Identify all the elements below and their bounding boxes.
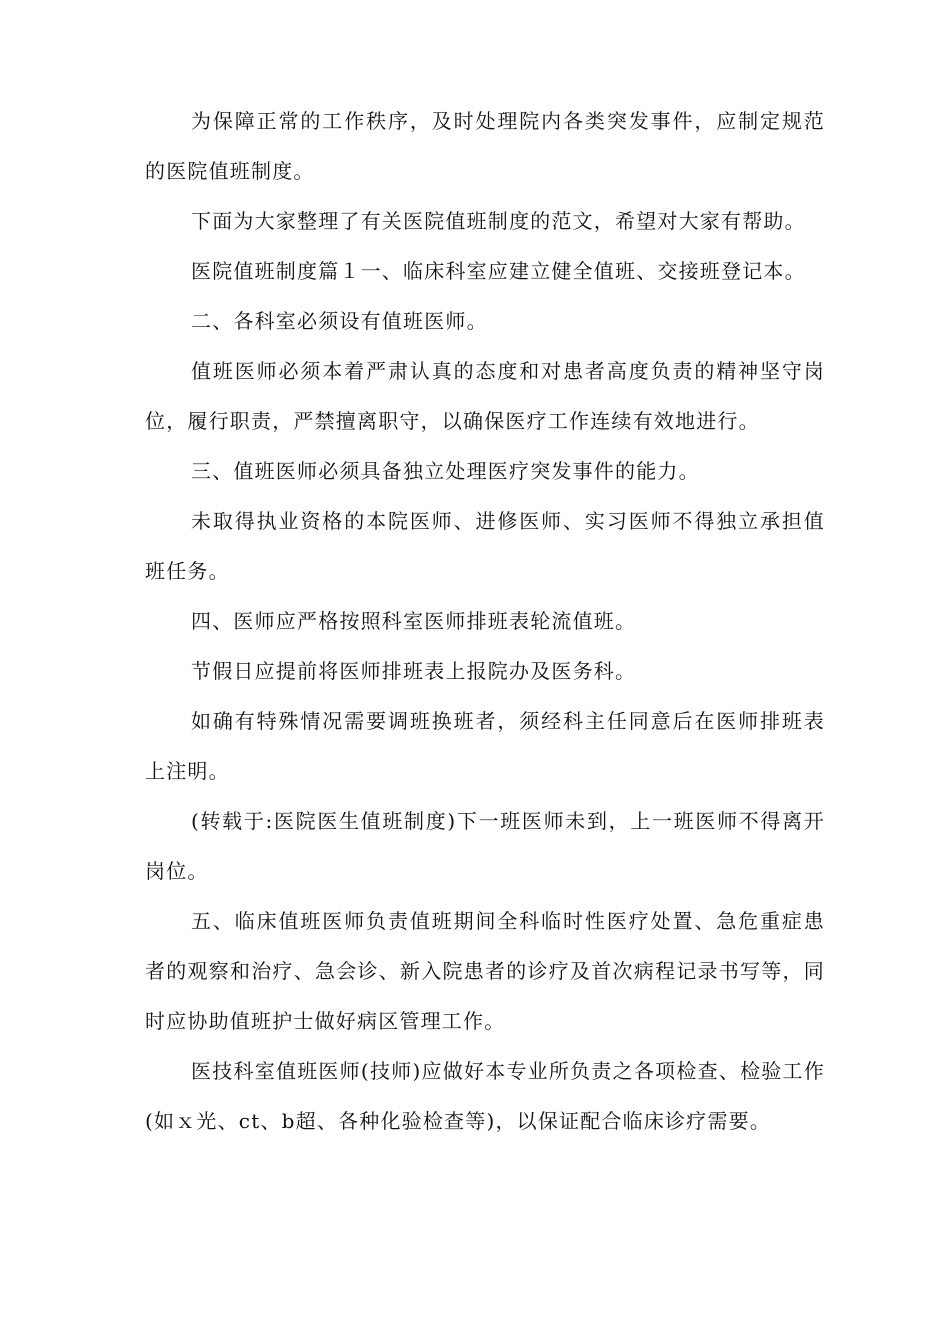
paragraph-article-1: 医院值班制度篇１一、临床科室应建立健全值班、交接班登记本。 bbox=[191, 259, 806, 283]
paragraph-article-2-detail: 值班医师必须本着严肃认真的态度和对患者高度负责的精神坚守岗位，履行职责，严禁擅离职守，以确保医疗工作连续有效地进行。 bbox=[145, 359, 825, 433]
paragraph-intro: 为保障正常的工作秩序，及时处理院内各类突发事件，应制定规范的医院值班制度。 bbox=[145, 109, 825, 183]
paragraph-article-2: 二、各科室必须设有值班医师。 bbox=[191, 309, 488, 333]
paragraph-article-4-handover: (转载于:医院医生值班制度)下一班医师未到，上一班医师不得离开岗位。 bbox=[145, 809, 825, 883]
paragraph-article-3-detail: 未取得执业资格的本院医师、进修医师、实习医师不得独立承担值班任务。 bbox=[145, 509, 825, 583]
document-body bbox=[145, 96, 825, 1146]
paragraph-summary: 下面为大家整理了有关医院值班制度的范文，希望对大家有帮助。 bbox=[191, 209, 806, 233]
paragraph-article-4: 四、医师应严格按照科室医师排班表轮流值班。 bbox=[191, 609, 637, 633]
paragraph-article-4-holiday: 节假日应提前将医师排班表上报院办及医务科。 bbox=[191, 659, 637, 683]
paragraph-article-4-shift-change: 如确有特殊情况需要调班换班者，须经科主任同意后在医师排班表上注明。 bbox=[145, 709, 825, 783]
paragraph-article-5: 五、临床值班医师负责值班期间全科临时性医疗处置、急危重症患者的观察和治疗、急会诊、新入院患者的诊疗及首次病程记录书写等，同时应协助值班护士做好病区管理工作。 bbox=[145, 909, 825, 1033]
paragraph-article-5-technical: 医技科室值班医师(技师)应做好本专业所负责之各项检查、检验工作(如ｘ光、ct、b超、各种化验检查等)，以保证配合临床诊疗需要。 bbox=[145, 1059, 825, 1133]
paragraph-article-3: 三、值班医师必须具备独立处理医疗突发事件的能力。 bbox=[191, 459, 700, 483]
